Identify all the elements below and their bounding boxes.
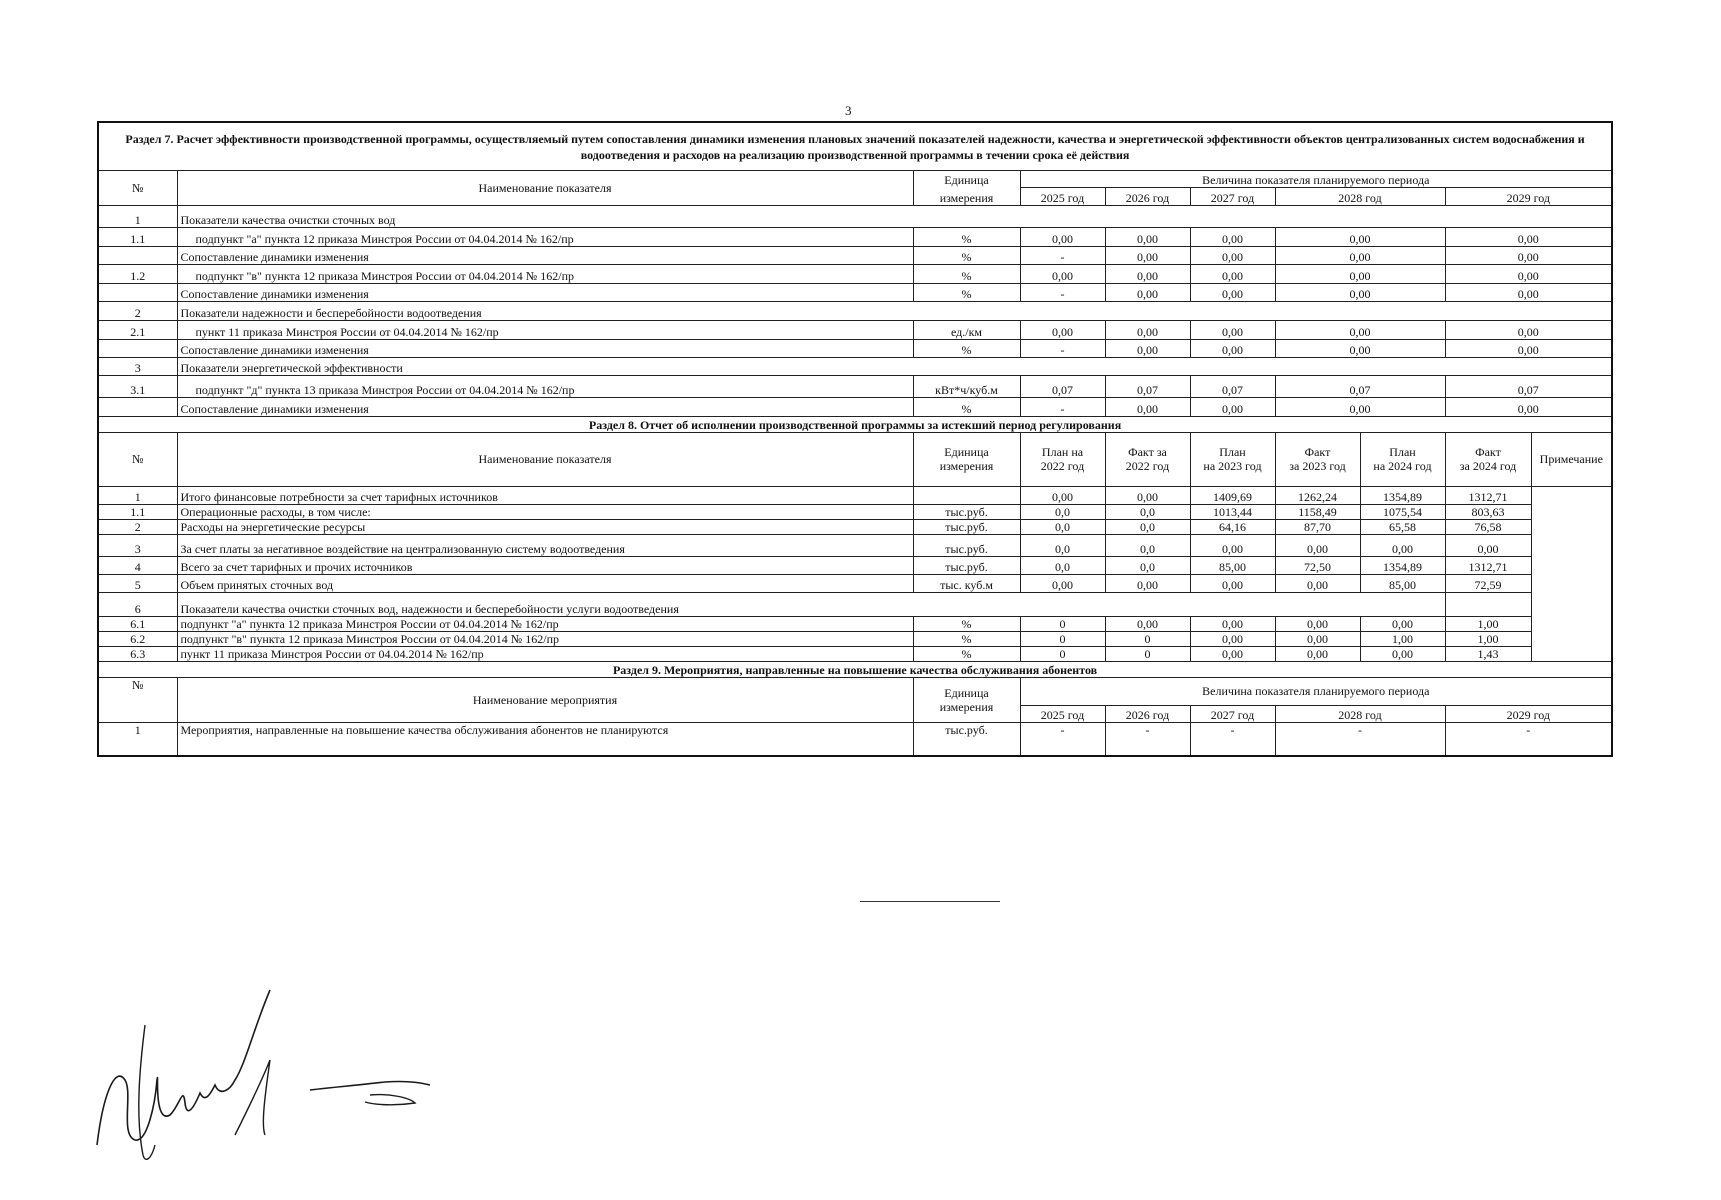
s8-col-no: № — [98, 432, 177, 486]
table-row — [98, 301, 1612, 320]
s8-cell-2: 0,00 — [1190, 631, 1275, 646]
s7-row-unit: ед./км — [913, 320, 1020, 339]
s7-cell-2025: 0,00 — [1020, 264, 1105, 283]
s9-year-2025: 2025 год — [1020, 705, 1105, 722]
s8-col-plan-2022-a: План на — [1041, 445, 1084, 459]
s7-row-no: 1.2 — [98, 264, 177, 283]
s8-row-no: 1 — [98, 486, 177, 504]
s8-cell-3: 1262,24 — [1275, 486, 1360, 504]
table-row — [98, 534, 1612, 556]
table-row — [98, 631, 1612, 646]
s9-year-2027: 2027 год — [1190, 705, 1275, 722]
s8-col-plan-2023-a: План — [1219, 445, 1246, 459]
s8-cell-1: 0,00 — [1105, 616, 1190, 631]
s8-row-no: 3 — [98, 534, 177, 556]
table-row — [98, 592, 1612, 616]
s8-cell-4: 0,00 — [1360, 534, 1445, 556]
s9-col-name: Наименование мероприятия — [177, 677, 913, 722]
s7-row-no: 3.1 — [98, 375, 177, 397]
s7-cell-2028: 0,00 — [1275, 227, 1445, 246]
s7-cell-2027: 0,00 — [1190, 397, 1275, 416]
s9-row-name: Мероприятия, направленные на повышение качества обслуживания абонентов не планируются — [177, 722, 913, 756]
s8-cell-3: 72,50 — [1275, 556, 1360, 574]
s7-row-no — [98, 397, 177, 416]
s9-col-period: Величина показателя планируемого периода — [1020, 677, 1612, 705]
s7-cell-2029: 0,00 — [1445, 283, 1612, 301]
s8-cell-1: 0,0 — [1105, 519, 1190, 534]
s8-row-unit: тыс.руб. — [913, 556, 1020, 574]
s7-year-2025: 2025 год — [1020, 187, 1105, 205]
s8-cell-3: 0,00 — [1275, 631, 1360, 646]
s8-row-name: За счет платы за негативное воздействие на централизованную систему водоотведения — [177, 534, 913, 556]
s7-cell-2025: - — [1020, 283, 1105, 301]
s7-row-unit: % — [913, 246, 1020, 264]
s8-row-group-name: Показатели качества очистки сточных вод, надежности и бесперебойности услуги водоотведения — [177, 592, 1445, 616]
table-row — [98, 375, 1612, 397]
s8-col-note: Примечание — [1531, 432, 1612, 486]
page-number: 3 — [845, 103, 852, 118]
s8-row-no: 6 — [98, 592, 177, 616]
s7-cell-2028: 0,00 — [1275, 397, 1445, 416]
s7-col-no: № — [98, 170, 177, 205]
s7-row-no — [98, 339, 177, 357]
s8-cell-5: 1312,71 — [1445, 556, 1531, 574]
s7-row-unit: % — [913, 227, 1020, 246]
s8-col-fact-2024-b: за 2024 год — [1459, 459, 1517, 473]
s8-row-no: 1.1 — [98, 504, 177, 519]
section7-rows — [98, 205, 1612, 416]
s7-cell-2029: 0,00 — [1445, 339, 1612, 357]
table-row — [98, 264, 1612, 283]
s7-year-2029: 2029 год — [1445, 187, 1612, 205]
s8-cell-4: 0,00 — [1360, 646, 1445, 661]
separator-line — [860, 901, 1000, 902]
s7-cell-2027: 0,00 — [1190, 339, 1275, 357]
s7-cell-2029: 0,00 — [1445, 246, 1612, 264]
s7-row-no: 2.1 — [98, 320, 177, 339]
s8-col-unit — [913, 432, 1020, 486]
s8-row-no: 5 — [98, 574, 177, 592]
s8-cell-1: 0,0 — [1105, 556, 1190, 574]
s8-cell-0: 0,0 — [1020, 504, 1105, 519]
s8-col-unit-2: измерения — [939, 459, 994, 473]
table-row — [98, 574, 1612, 592]
s8-cell-3: 0,00 — [1275, 574, 1360, 592]
table-row — [98, 504, 1612, 519]
s9-year-2029: 2029 год — [1445, 705, 1612, 722]
table-row — [98, 646, 1612, 661]
table-row — [98, 246, 1612, 264]
s7-cell-2027: 0,07 — [1190, 375, 1275, 397]
s8-cell-5: 1,43 — [1445, 646, 1531, 661]
s8-row-unit: тыс.руб. — [913, 519, 1020, 534]
s8-cell-5: 1,00 — [1445, 616, 1531, 631]
s8-row-unit: % — [913, 631, 1020, 646]
s7-year-2026: 2026 год — [1105, 187, 1190, 205]
s7-row-name: подпункт "д" пункта 13 приказа Минстроя России от 04.04.2014 № 162/пр — [177, 375, 913, 397]
s7-cell-2026: 0,00 — [1105, 339, 1190, 357]
s7-cell-2028: 0,00 — [1275, 283, 1445, 301]
s8-cell-4: 85,00 — [1360, 574, 1445, 592]
s8-row-name: Расходы на энергетические ресурсы — [177, 519, 913, 534]
s8-cell-0: 0,0 — [1020, 519, 1105, 534]
s9-row-2025: - — [1020, 722, 1105, 756]
s7-row-no: 1.1 — [98, 227, 177, 246]
s7-cell-2028: 0,00 — [1275, 320, 1445, 339]
s8-cell-2: 1409,69 — [1190, 486, 1275, 504]
s7-col-period: Величина показателя планируемого периода — [1020, 170, 1612, 187]
s8-cell-0: 0 — [1020, 646, 1105, 661]
s7-row-unit: кВт*ч/куб.м — [913, 375, 1020, 397]
s7-row-name: подпункт "а" пункта 12 приказа Минстроя России от 04.04.2014 № 162/пр — [177, 227, 913, 246]
s8-cell-3: 0,00 — [1275, 646, 1360, 661]
s7-cell-2026: 0,00 — [1105, 264, 1190, 283]
s8-cell-4: 1075,54 — [1360, 504, 1445, 519]
s9-row-2027: - — [1190, 722, 1275, 756]
s8-cell-2: 1013,44 — [1190, 504, 1275, 519]
s7-cell-2027: 0,00 — [1190, 227, 1275, 246]
s8-cell-2: 0,00 — [1190, 616, 1275, 631]
table-row — [98, 616, 1612, 631]
s7-cell-2027: 0,00 — [1190, 264, 1275, 283]
s8-row-no: 6.2 — [98, 631, 177, 646]
s8-cell-0: 0,00 — [1020, 574, 1105, 592]
table-row — [98, 227, 1612, 246]
s7-cell-2025: - — [1020, 397, 1105, 416]
s8-col-plan-2024-b: на 2024 год — [1373, 459, 1432, 473]
s9-col-unit-1: Единица — [944, 685, 989, 700]
s8-row-no: 4 — [98, 556, 177, 574]
table-row — [98, 486, 1612, 504]
s7-cell-2027: 0,00 — [1190, 283, 1275, 301]
s8-row-name: Итого финансовые потребности за счет тарифных источников — [177, 486, 913, 504]
s9-row-no: 1 — [98, 722, 177, 756]
s9-row-unit: тыс.руб. — [913, 722, 1020, 756]
s8-cell-2: 0,00 — [1190, 646, 1275, 661]
s8-cell-1: 0 — [1105, 631, 1190, 646]
s7-year-2028: 2028 год — [1275, 187, 1445, 205]
s8-cell-5: 72,59 — [1445, 574, 1531, 592]
s8-row-unit — [913, 486, 1020, 504]
s7-cell-2028: 0,07 — [1275, 375, 1445, 397]
document-sheet — [97, 121, 1611, 757]
table-row — [98, 339, 1612, 357]
section7-title: Раздел 7. Расчет эффективности производственной программы, осуществляемый путем сопоставления динамики изменения плановых значений показателей надежности, качества и энергетической эффективности объектов централизованных систем водоснабжения и водоотведения и расходов на реализацию производственной программы в течении срока её действия — [98, 122, 1612, 170]
handwritten-signature — [85, 985, 465, 1175]
report-table — [97, 121, 1613, 757]
s8-note-cell — [1531, 486, 1612, 661]
s7-col-name: Наименование показателя — [177, 170, 913, 205]
s7-cell-2026: 0,00 — [1105, 283, 1190, 301]
s8-cell-3: 0,00 — [1275, 616, 1360, 631]
s7-cell-2025: 0,07 — [1020, 375, 1105, 397]
s7-row-no — [98, 283, 177, 301]
s7-row-name: Сопоставление динамики изменения — [177, 246, 913, 264]
s7-row-group-name: Показатели качества очистки сточных вод — [177, 205, 1612, 227]
s7-cell-2026: 0,00 — [1105, 246, 1190, 264]
s8-cell-4: 1354,89 — [1360, 486, 1445, 504]
s8-cell-3: 87,70 — [1275, 519, 1360, 534]
s8-cell-4: 65,58 — [1360, 519, 1445, 534]
s8-cell-1: 0 — [1105, 646, 1190, 661]
s8-cell-1: 0,0 — [1105, 534, 1190, 556]
s7-cell-2025: - — [1020, 246, 1105, 264]
s9-col-no: № — [98, 677, 177, 722]
s7-row-name: Сопоставление динамики изменения — [177, 397, 913, 416]
s8-cell-0: 0 — [1020, 631, 1105, 646]
s7-cell-2025: 0,00 — [1020, 227, 1105, 246]
s8-cell-3: 1158,49 — [1275, 504, 1360, 519]
s8-col-fact-2022-b: 2022 год — [1125, 459, 1170, 473]
s8-col-fact-2022-a: Факт за — [1128, 445, 1167, 459]
s8-row-unit: тыс. куб.м — [913, 574, 1020, 592]
s9-col-unit-2: измерения — [939, 699, 994, 714]
table-row — [98, 519, 1612, 534]
s9-year-2028: 2028 год — [1275, 705, 1445, 722]
s8-cell-0: 0 — [1020, 616, 1105, 631]
s7-col-unit-2: измерения — [913, 187, 1020, 205]
s7-cell-2029: 0,00 — [1445, 227, 1612, 246]
s7-cell-2028: 0,00 — [1275, 264, 1445, 283]
s7-cell-2026: 0,00 — [1105, 397, 1190, 416]
s7-col-unit-1: Единица — [913, 170, 1020, 187]
s7-row-no: 3 — [98, 357, 177, 375]
s7-cell-2029: 0,07 — [1445, 375, 1612, 397]
s8-row-no: 6.3 — [98, 646, 177, 661]
s8-cell-1: 0,00 — [1105, 486, 1190, 504]
table-row — [98, 556, 1612, 574]
s8-col-fact-2023 — [1275, 432, 1360, 486]
s7-year-2027: 2027 год — [1190, 187, 1275, 205]
s8-row-name: Операционные расходы, в том числе: — [177, 504, 913, 519]
s8-cell-5: 1312,71 — [1445, 486, 1531, 504]
s7-row-name: Сопоставление динамики изменения — [177, 283, 913, 301]
s7-row-no — [98, 246, 177, 264]
s8-col-fact-2024 — [1445, 432, 1531, 486]
s8-col-fact-2022 — [1105, 432, 1190, 486]
s8-cell-0: 0,00 — [1020, 486, 1105, 504]
s8-col-fact-2023-b: за 2023 год — [1289, 459, 1346, 473]
s7-row-unit: % — [913, 397, 1020, 416]
s8-row-unit: % — [913, 616, 1020, 631]
s8-col-plan-2024-a: План — [1389, 445, 1416, 459]
s8-row-name: Объем принятых сточных вод — [177, 574, 913, 592]
s7-row-name: пункт 11 приказа Минстроя России от 04.04.2014 № 162/пр — [177, 320, 913, 339]
s7-cell-2026: 0,00 — [1105, 227, 1190, 246]
s8-col-fact-2024-a: Факт — [1475, 445, 1501, 459]
s7-row-unit: % — [913, 283, 1020, 301]
table-row — [98, 283, 1612, 301]
s7-cell-2026: 0,07 — [1105, 375, 1190, 397]
s7-cell-2027: 0,00 — [1190, 246, 1275, 264]
s8-row-unit: % — [913, 646, 1020, 661]
s8-col-fact-2023-a: Факт — [1304, 445, 1331, 459]
s7-cell-2029: 0,00 — [1445, 397, 1612, 416]
s8-cell-4: 1354,89 — [1360, 556, 1445, 574]
s8-col-unit-1: Единица — [944, 445, 989, 459]
section8-title: Раздел 8. Отчет об исполнении производственной программы за истекший период регулирования — [98, 416, 1612, 432]
s8-col-plan-2023-b: на 2023 год — [1203, 459, 1262, 473]
s7-cell-2029: 0,00 — [1445, 264, 1612, 283]
s8-cell-5: 0,00 — [1445, 534, 1531, 556]
s7-cell-2025: - — [1020, 339, 1105, 357]
s7-row-name: Сопоставление динамики изменения — [177, 339, 913, 357]
s8-row-no: 2 — [98, 519, 177, 534]
s7-row-group-name: Показатели энергетической эффективности — [177, 357, 1612, 375]
s7-row-unit: % — [913, 339, 1020, 357]
s7-row-group-name: Показатели надежности и бесперебойности водоотведения — [177, 301, 1612, 320]
s8-cell-2: 0,00 — [1190, 574, 1275, 592]
s7-row-no: 2 — [98, 301, 177, 320]
s7-cell-2025: 0,00 — [1020, 320, 1105, 339]
s8-row-unit: тыс.руб. — [913, 534, 1020, 556]
s7-cell-2026: 0,00 — [1105, 320, 1190, 339]
s7-cell-2027: 0,00 — [1190, 320, 1275, 339]
s8-cell-2: 0,00 — [1190, 534, 1275, 556]
s9-row-2028: - — [1275, 722, 1445, 756]
s8-cell-4: 1,00 — [1360, 631, 1445, 646]
s8-row-unit: тыс.руб. — [913, 504, 1020, 519]
s8-cell-0: 0,0 — [1020, 534, 1105, 556]
s7-cell-2029: 0,00 — [1445, 320, 1612, 339]
s8-col-plan-2023 — [1190, 432, 1275, 486]
s7-cell-2028: 0,00 — [1275, 339, 1445, 357]
s8-row-name: Всего за счет тарифных и прочих источников — [177, 556, 913, 574]
section9-title: Раздел 9. Мероприятия, направленные на повышение качества обслуживания абонентов — [98, 661, 1612, 677]
s8-col-plan-2024 — [1360, 432, 1445, 486]
s9-year-2026: 2026 год — [1105, 705, 1190, 722]
s8-row-name: подпункт "а" пункта 12 приказа Минстроя России от 04.04.2014 № 162/пр — [177, 616, 913, 631]
s8-cell-2: 85,00 — [1190, 556, 1275, 574]
section8-rows — [98, 486, 1612, 661]
s8-col-plan-2022-b: 2022 год — [1040, 459, 1085, 473]
s8-cell-5: 803,63 — [1445, 504, 1531, 519]
s8-row-no: 6.1 — [98, 616, 177, 631]
s8-cell-5: 76,58 — [1445, 519, 1531, 534]
s7-row-no: 1 — [98, 205, 177, 227]
s9-row-2026: - — [1105, 722, 1190, 756]
s8-row-name: пункт 11 приказа Минстроя России от 04.04.2014 № 162/пр — [177, 646, 913, 661]
table-row — [98, 320, 1612, 339]
s8-cell-3: 0,00 — [1275, 534, 1360, 556]
s8-cell-1: 0,0 — [1105, 504, 1190, 519]
s8-col-plan-2022 — [1020, 432, 1105, 486]
s9-row-2029: - — [1445, 722, 1612, 756]
table-row — [98, 205, 1612, 227]
s8-col-name: Наименование показателя — [177, 432, 913, 486]
s7-row-name: подпункт "в" пункта 12 приказа Минстроя России от 04.04.2014 № 162/пр — [177, 264, 913, 283]
s9-col-unit — [913, 677, 1020, 722]
s8-cell-2: 64,16 — [1190, 519, 1275, 534]
s8-cell-5: 1,00 — [1445, 631, 1531, 646]
table-row — [98, 357, 1612, 375]
s8-cell-0: 0,0 — [1020, 556, 1105, 574]
s8-cell-1: 0,00 — [1105, 574, 1190, 592]
s7-cell-2028: 0,00 — [1275, 246, 1445, 264]
table-row — [98, 397, 1612, 416]
s8-row-name: подпункт "в" пункта 12 приказа Минстроя России от 04.04.2014 № 162/пр — [177, 631, 913, 646]
s7-row-unit: % — [913, 264, 1020, 283]
s8-cell-4: 0,00 — [1360, 616, 1445, 631]
